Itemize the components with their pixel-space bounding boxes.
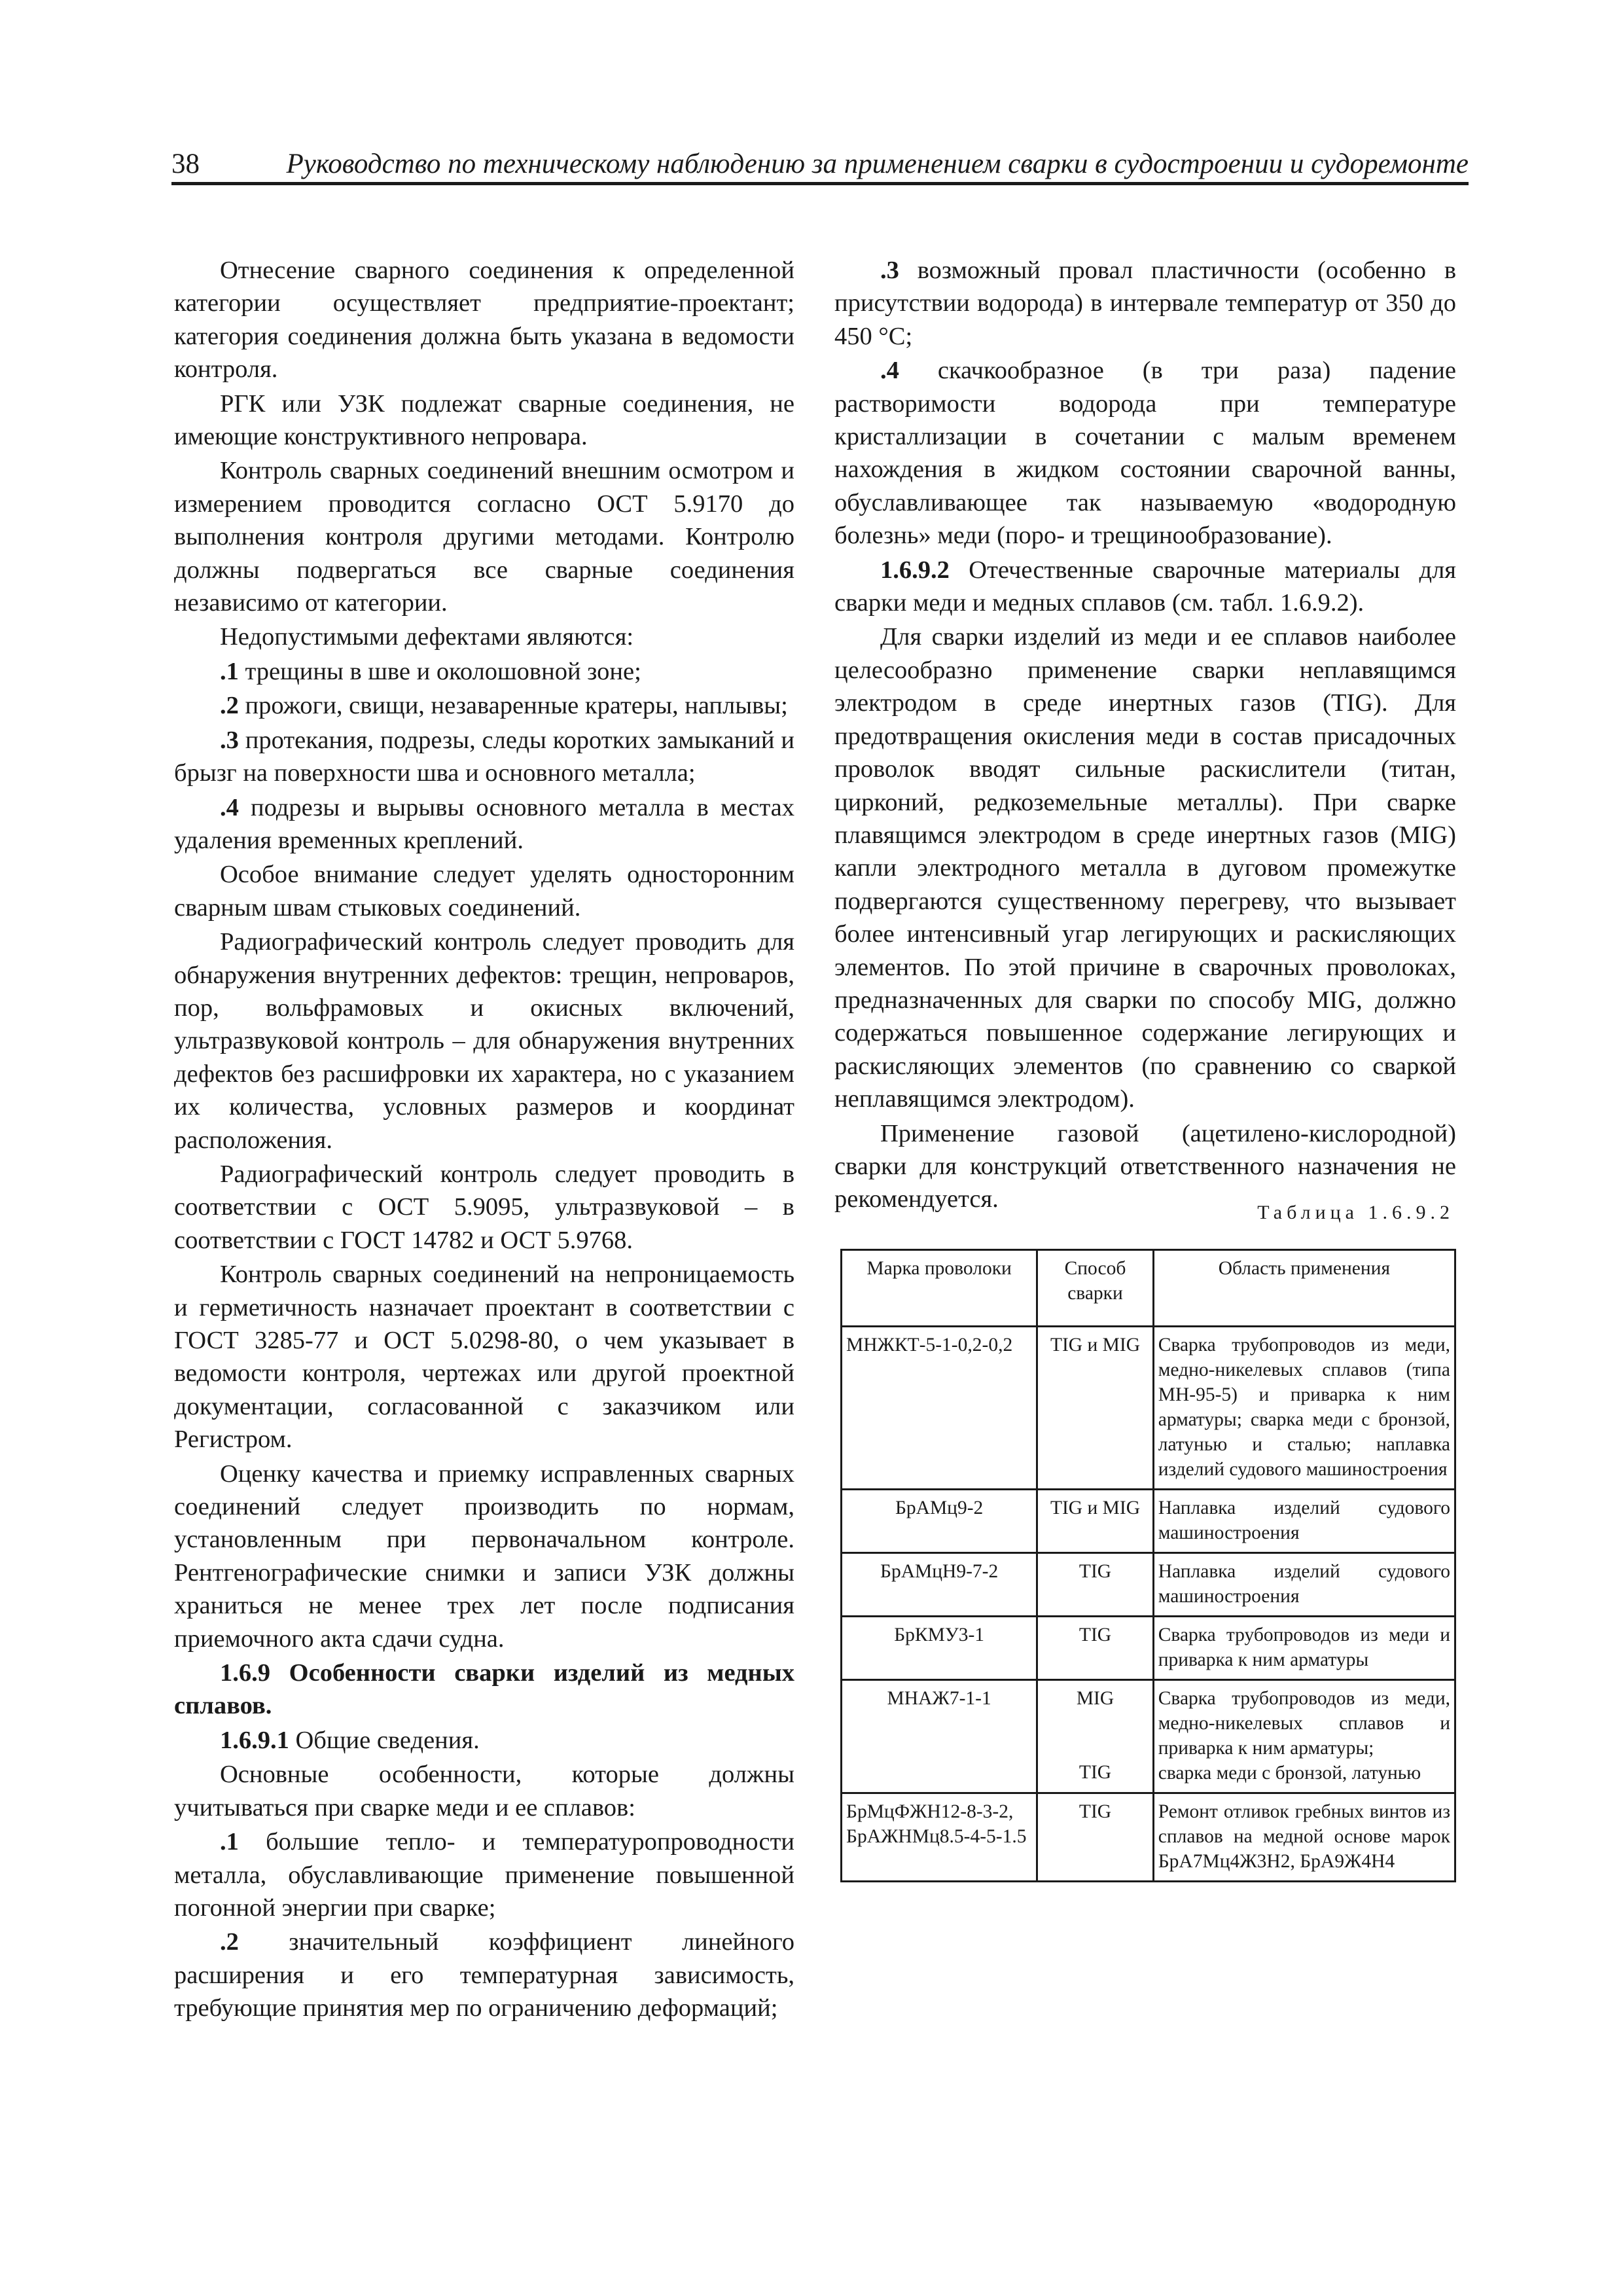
paragraph: Основные особенности, которые должны учитываться при сварке меди и ее сплавов:	[174, 1761, 794, 1821]
cell-mark: БрАМц9-2	[842, 1490, 1037, 1553]
subsection-title: Общие сведения.	[289, 1726, 480, 1754]
table-header-row	[842, 1250, 1455, 1327]
cell-mark: МНЖКТ-5-1-0,2-0,2	[842, 1327, 1037, 1490]
cell-area: Наплавка изделий судового машиностроения	[1153, 1553, 1455, 1617]
mark-line: БрМцФЖН12-8-3-2,	[846, 1801, 1014, 1822]
table-row	[842, 1490, 1455, 1553]
item-text: большие тепло- и температуропроводности металла, обуславливающие применение повышенной погонной энергии при сварке;	[174, 1828, 794, 1922]
item-text: прожоги, свищи, незаваренные кратеры, наплывы;	[238, 692, 788, 720]
item-number: .4	[220, 793, 239, 821]
header-mark: Марка проволоки	[842, 1250, 1037, 1327]
paragraph: РГК или УЗК подлежат сварные соединения, не имеющие конструктивного непровара.	[174, 389, 794, 451]
subsection-heading	[174, 1724, 794, 1757]
cell-method	[1037, 1680, 1153, 1793]
defect-item	[174, 791, 794, 857]
paragraph: Для сварки изделий из меди и ее сплавов наиболее целесообразно применение сварки неплавящимся электродом в среде инертных газов (TIG). Для предотвращения окисления меди в состав присадочных проволок вводят сильные раскислители (титан, цирконий, редкоземельные металлы). При сварке плавящимся электродом в среде инертных газов (MIG) капли электродного металла в дуговом промежутке подвергаются существенному перегреву, что вызывает более интенсивный угар легирующих и раскисляющих элементов. По этой причине в сварочных проволоках, предназначенных для сварки по способу MIG, должно содержаться повышенное содержание легирующих и раскисляющих элементов (по сравнению со сваркой неплавящимся электродом).	[834, 623, 1456, 1113]
welding-wire-table	[840, 1249, 1456, 1882]
table-row	[842, 1327, 1455, 1490]
paragraph: Особое внимание следует уделять односторонним сварным швам стыковых соединений.	[174, 861, 794, 922]
feature-item	[834, 354, 1456, 552]
subsection-text: Отечественные сварочные материалы для сварки меди и медных сплавов (см. табл. 1.6.9.2).	[834, 556, 1456, 617]
subsection-number: 1.6.9.1	[220, 1726, 289, 1754]
cell-method: TIG и MIG	[1037, 1490, 1153, 1553]
table-caption: Таблица 1.6.9.2	[1257, 1202, 1454, 1223]
paragraph: Оценку качества и приемку исправленных сварных соединений следует производить по нормам, установленным при первоначальном контроле. Рентгенографические снимки и записи УЗК должны храниться не менее трех лет после подписания приемочного акта сдачи судна.	[174, 1460, 794, 1653]
method-tig: TIG	[1079, 1762, 1112, 1783]
cell-area: Сварка трубопроводов из меди, медно-никелевых сплавов (типа МН-95-5) и приварка к ним арматуры; сварка меди с бронзой, латунью и сталью; наплавка изделий судового машиностроения	[1153, 1327, 1455, 1490]
paragraph: Отнесение сварного соединения к определенной категории осуществляет предприятие-проектант; категория соединения должна быть указана в ведомости контроля.	[174, 257, 794, 384]
cell-method: TIG	[1037, 1793, 1153, 1882]
mark-line: БрАЖНМц8.5-4-5-1.5	[846, 1826, 1027, 1847]
item-number: .3	[880, 257, 899, 284]
right-column	[834, 254, 1456, 1216]
table-row	[842, 1617, 1455, 1680]
table-row	[842, 1680, 1455, 1793]
defect-item	[174, 655, 794, 688]
paragraph: Радиографический контроль следует проводить в соответствии с ОСТ 5.9095, ультразвуковой – в соответствии с ГОСТ 14782 и ОСТ 5.9768.	[174, 1160, 794, 1254]
defect-item	[174, 689, 794, 722]
page-header	[171, 143, 1469, 185]
subsection-number: 1.6.9.2	[880, 556, 950, 584]
paragraph: Применение газовой (ацетилено-кислородной) сварки для конструкций ответственного назначения не рекомендуется.	[834, 1119, 1456, 1213]
defect-item	[174, 724, 794, 790]
cell-method: TIG	[1037, 1617, 1153, 1680]
feature-item	[174, 1825, 794, 1924]
item-text: подрезы и вырывы основного металла в местах удаления временных креплений.	[174, 793, 794, 854]
header-method: Способ сварки	[1037, 1250, 1153, 1327]
item-text: протекания, подрезы, следы коротких замыканий и брызг на поверхности шва и основного металла;	[174, 726, 794, 787]
item-text: значительный коэффициент линейного расширения и его температурная зависимость, требующие принятия мер по ограничению деформаций;	[174, 1928, 794, 2022]
page-number: 38	[171, 149, 200, 179]
paragraph: Недопустимыми дефектами являются:	[220, 623, 634, 651]
cell-mark: МНАЖ7-1-1	[842, 1680, 1037, 1793]
cell-method: TIG	[1037, 1553, 1153, 1617]
cell-area: Ремонт отливок гребных винтов из сплавов на медной основе марок БрА7Мц4Ж3Н2, БрА9Ж4Н4	[1153, 1793, 1455, 1882]
cell-area: Сварка трубопроводов из меди и приварка к ним арматуры	[1153, 1617, 1455, 1680]
cell-area: Наплавка изделий судового машиностроения	[1153, 1490, 1455, 1553]
area-part: Сварка трубопроводов из меди, медно-никелевых сплавов и приварка к ним арматуры;	[1158, 1688, 1450, 1759]
item-text: скачкообразное (в три раза) падение растворимости водорода при температуре кристаллизации в сочетании с малым временем нахождения в жидком состоянии сварочной ванны, обуславливающее так называемую «водородную болезнь» меди (поро- и трещинообразование).	[834, 357, 1456, 550]
item-number: .2	[220, 1928, 239, 1956]
item-text: возможный провал пластичности (особенно в присутствии водорода) в интервале температур от 350 до 450 °С;	[834, 257, 1456, 350]
feature-item	[174, 1926, 794, 2024]
item-number: .1	[220, 1828, 239, 1856]
header-area: Область применения	[1153, 1250, 1455, 1327]
method-mig: MIG	[1076, 1688, 1115, 1709]
paragraph: Радиографический контроль следует проводить для обнаружения внутренних дефектов: трещин, непроваров, пор, вольфрамовых и окисных включений, ультразвуковой контроль – для обнаружения внутренних дефектов без расшифровки их характера, но с указанием их количества, условных размеров и координат расположения.	[174, 928, 794, 1154]
running-title: Руководство по техническому наблюдению за применением сварки в судостроении и судоремонте	[286, 149, 1469, 179]
paragraph: Контроль сварных соединений на непроницаемость и герметичность назначает проектант в соответствии с ГОСТ 3285-77 и ОСТ 5.0298-80, о чем указывает в ведомости контроля, чертежах или другой проектной документации, согласованной с заказчиком или Регистром.	[174, 1261, 794, 1454]
item-number: .2	[220, 692, 239, 720]
subsection-heading	[834, 554, 1456, 620]
item-number: .3	[220, 726, 239, 754]
section-heading: 1.6.9 Особенности сварки изделий из медных сплавов.	[174, 1659, 794, 1720]
table-row	[842, 1553, 1455, 1617]
cell-area	[1153, 1680, 1455, 1793]
item-text: трещины в шве и околошовной зоне;	[238, 657, 641, 685]
item-number: .4	[880, 357, 899, 385]
cell-mark: БрКМУ3-1	[842, 1617, 1037, 1680]
cell-mark: БрАМцН9-7-2	[842, 1553, 1037, 1617]
table-row	[842, 1793, 1455, 1882]
cell-mark	[842, 1793, 1037, 1882]
feature-item	[834, 254, 1456, 353]
paragraph: Контроль сварных соединений внешним осмотром и измерением проводится согласно ОСТ 5.9170 до выполнения контроля другими методами. Контролю должны подвергаться все сварные соединения независимо от категории.	[174, 457, 794, 617]
cell-method: TIG и MIG	[1037, 1327, 1153, 1490]
left-column	[174, 254, 794, 2025]
item-number: .1	[220, 657, 239, 685]
area-part: сварка меди с бронзой, латунью	[1158, 1763, 1421, 1784]
